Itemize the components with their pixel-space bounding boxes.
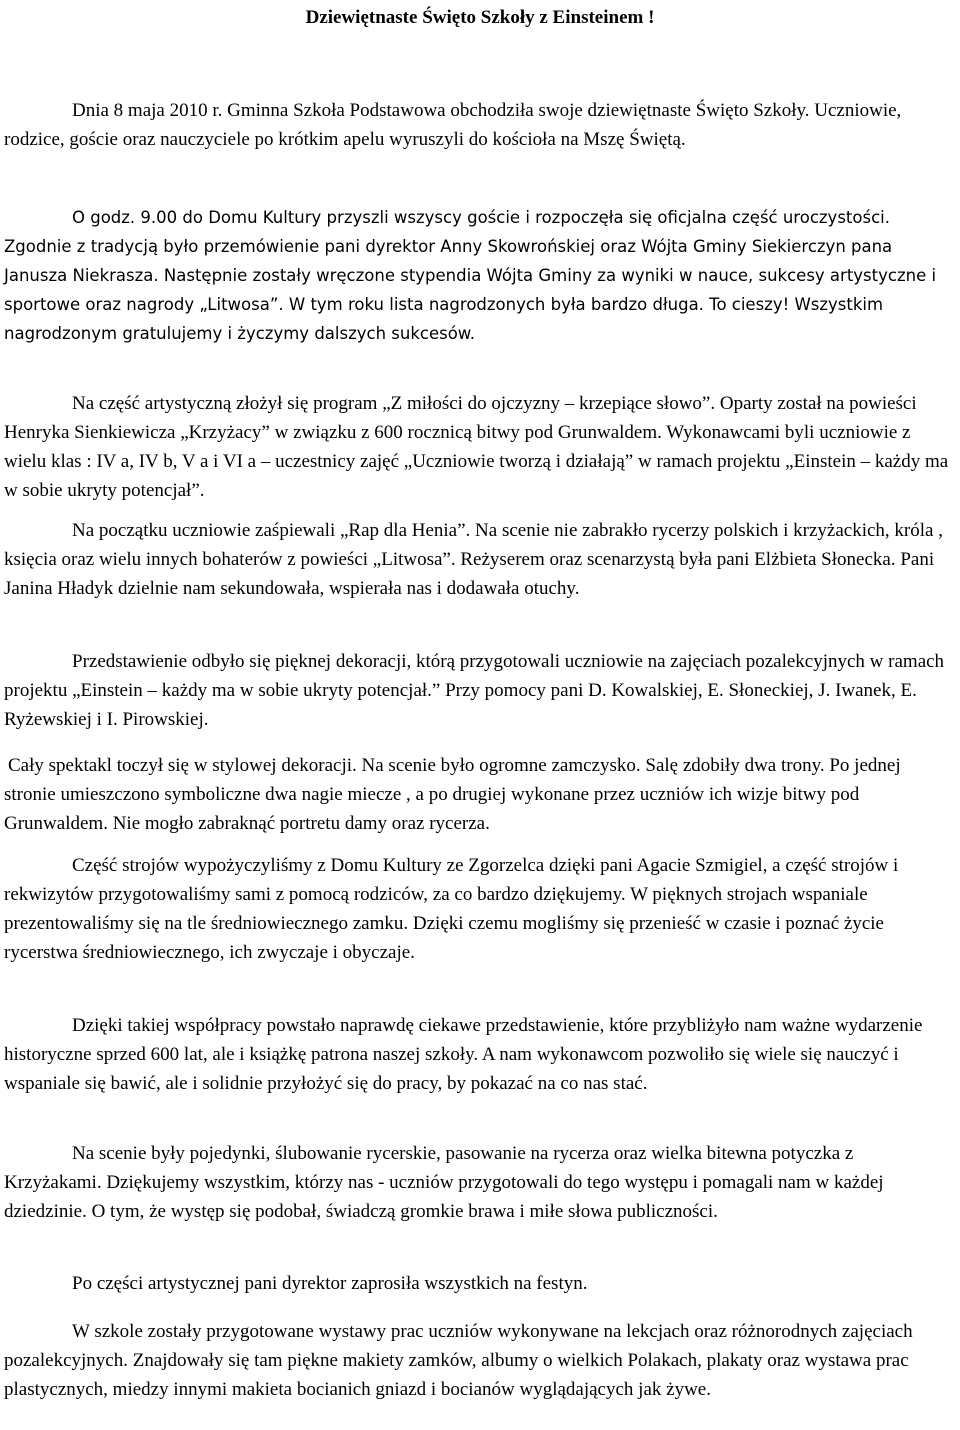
paragraph-3-block	[4, 389, 954, 505]
paragraph: Cały spektakl toczył się w stylowej dekoracji. Na scenie było ogromne zamczysko. Salę zdobiły dwa trony. Po jednej stronie umieszczono symboliczne dwa nagie miecze , a po drugiej wykonane przez uczniów ich wizje bitwy pod Grunwaldem. Nie mogło zabraknąć portretu damy oraz rycerza.	[4, 755, 901, 834]
paragraph-7-block	[4, 851, 954, 967]
paragraph: Po części artystycznej pani dyrektor zaprosiła wszystkich na festyn.	[72, 1273, 588, 1294]
paragraph: W szkole zostały przygotowane wystawy prac uczniów wykonywane na lekcjach oraz różnorodnych zajęciach pozalekcyjnych. Znajdowały się tam piękne makiety zamków, albumy o wielkich Polakach, plakaty oraz wystawa prac plastycznych, miedzy innymi makieta bocianich gniazd i bocianów wyglądających jak żywe.	[4, 1321, 913, 1400]
paragraph-9-block	[4, 1139, 954, 1226]
paragraph-2-block	[4, 203, 954, 348]
paragraph: Dzięki takiej współpracy powstało naprawdę ciekawe przedstawienie, które przybliżyło nam ważne wydarzenie historyczne sprzed 600 lat, ale i książkę patrona naszej szkoły. A nam wykonawcom pozwoliło się wiele się nauczyć i wspaniale się bawić, ale i solidnie przyłożyć się do pracy, by pokazać na co nas stać.	[4, 1015, 923, 1094]
paragraph-10-block	[4, 1269, 954, 1298]
paragraph: Przedstawienie odbyło się pięknej dekoracji, którą przygotowali uczniowie na zajęciach pozalekcyjnych w ramach projektu „Einstein – każdy ma w sobie ukryty potencjał.” Przy pomocy pani D. Kowalskiej, E. Słoneckiej, J. Iwanek, E. Ryżewskiej i I. Pirowskiej.	[4, 651, 945, 730]
paragraph-8-block	[4, 1011, 954, 1098]
document-title: Dziewiętnaste Święto Szkoły z Einsteinem !	[305, 7, 655, 28]
paragraph-1-block	[4, 96, 954, 154]
paragraph: Na początku uczniowie zaśpiewali „Rap dla Henia”. Na scenie nie zabrakło rycerzy polskich i krzyżackich, króla , księcia oraz wielu innych bohaterów z powieści „Litwosa”. Reżyserem oraz scenarzystą była pani Elżbieta Słonecka. Pani Janina Hładyk dzielnie nam sekundowała, wspierała nas i dodawała otuchy.	[4, 520, 943, 599]
paragraph: Dnia 8 maja 2010 r. Gminna Szkoła Podstawowa obchodziła swoje dziewiętnaste Święto Szkoły. Uczniowie, rodzice, goście oraz nauczyciele po krótkim apelu wyruszyli do kościoła na Mszę Świętą.	[4, 100, 902, 150]
paragraph: O godz. 9.00 do Domu Kultury przyszli wszyscy goście i rozpoczęła się oficjalna część uroczystości. Zgodnie z tradycją było przemówienie pani dyrektor Anny Skowrońskiej oraz Wójta Gminy Siekierczyn pana Janusza Niekrasza. Następnie zostały wręczone stypendia Wójta Gminy za wyniki w nauce, sukcesy artystyczne i sportowe oraz nagrody „Litwosa”. W tym roku lista nagrodzonych była bardzo długa. To cieszy! Wszystkim nagrodzonym gratulujemy i życzymy dalszych sukcesów.	[4, 208, 937, 343]
paragraph-11-block	[4, 1317, 954, 1404]
paragraph: Na scenie były pojedynki, ślubowanie rycerskie, pasowanie na rycerza oraz wielka bitewna potyczka z Krzyżakami. Dziękujemy wszystkim, którzy nas - uczniów przygotowali do tego występu i pomagali nam w każdej dziedzinie. O tym, że występ się podobał, świadczą gromkie brawa i miłe słowa publiczności.	[4, 1143, 884, 1222]
paragraph-5-block	[4, 647, 954, 734]
paragraph-4-block	[4, 516, 954, 603]
paragraph: Na część artystyczną złożył się program „Z miłości do ojczyzny – krzepiące słowo”. Oparty został na powieści Henryka Sienkiewicza „Krzyżacy” w związku z 600 rocznicą bitwy pod Grunwaldem. Wykonawcami byli uczniowie z wielu klas : IV a, IV b, V a i VI a – uczestnicy zajęć „Uczniowie tworzą i działają” w ramach projektu „Einstein – każdy ma w sobie ukryty potencjał”.	[4, 393, 949, 501]
paragraph-6-block	[4, 751, 954, 838]
paragraph: Część strojów wypożyczyliśmy z Domu Kultury ze Zgorzelca dzięki pani Agacie Szmigiel, a część strojów i rekwizytów przygotowaliśmy sami z pomocą rodziców, za co bardzo dziękujemy. W pięknych strojach wspaniale prezentowaliśmy się na tle średniowiecznego zamku. Dzięki czemu mogliśmy się przenieść w czasie i poznać życie rycerstwa średniowiecznego, ich zwyczaje i obyczaje.	[4, 855, 899, 963]
